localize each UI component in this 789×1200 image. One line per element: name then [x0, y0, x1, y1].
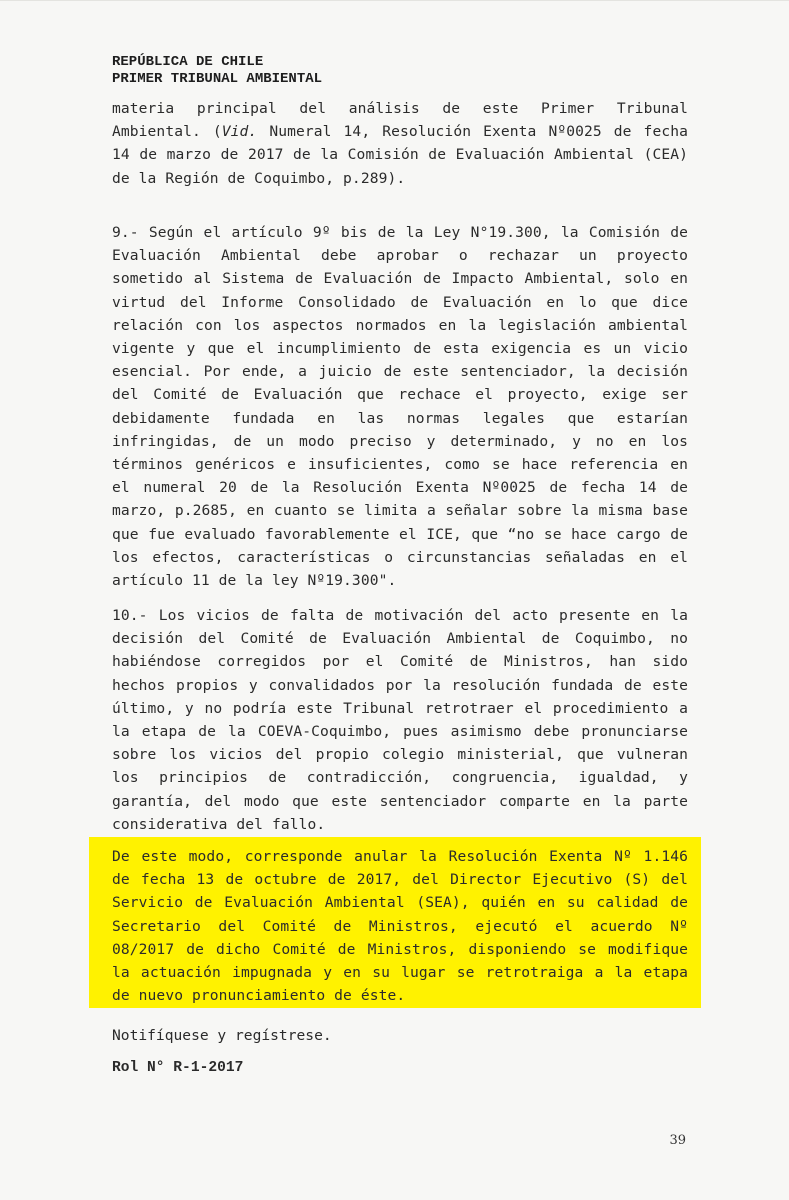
paragraph-9: 9.- Según el artículo 9º bis de la Ley N°19.300, la Comisión de Evaluación Ambiental debe aprobar o rechazar un proyecto sometido al Sistema de Evaluación de Impacto Ambiental, solo en virtud del Informe Consolidado de Evaluación en lo que dice relación con los aspectos normados en la legislación ambiental vigente y que el incumplimiento de esta exigencia es un vicio esencial. Por ende, a juicio de este sentenciador, la decisión del Comité de Evaluación que rechace el proyecto, exige ser debidamente fundada en las normas legales que estarían infringidas, de un modo preciso y determinado, y no en los términos genéricos e insuficientes, como se hace referencia en el numeral 20 de la Resolución Exenta Nº0025 de fecha 14 de marzo, p.2685, en cuanto se limita a señalar sobre la misma base que fue evaluado favorablemente el ICE, que “no se hace cargo de los efectos, características o circunstancias señaladas en el artículo 11 de la ley Nº19.300". — [112, 224, 688, 590]
paragraph-intro — [112, 97, 688, 190]
intro-text-end: Numeral 14, Resolución Exenta Nº0025 de fecha 14 de marzo de 2017 de la Comisión de Evaluación Ambiental (CEA) de la Región de Coquimbo, p.289). — [112, 123, 688, 187]
paragraph-10: 10.- Los vicios de falta de motivación del acto presente en la decisión del Comité de Evaluación Ambiental de Coquimbo, no habiéndose corregidos por el Comité de Ministros, han sido hechos propios y convalidados por la resolución fundada de este último, y no podría este Tribunal retrotraer el procedimiento a la etapa de la COEVA-Coquimbo, pues asimismo debe pronunciarse sobre los vicios del propio colegio ministerial, que vulneran los principios de contradicción, congruencia, igualdad, y garantía, del modo que este sentenciador comparte en la parte considerativa del fallo. — [112, 607, 688, 833]
case-number: Rol N° R-1-2017 — [112, 1060, 244, 1076]
header-country: REPÚBLICA DE CHILE — [112, 54, 264, 70]
intro-vid-italic: Vid. — [221, 123, 258, 141]
closing-formula: Notifíquese y regístrese. — [112, 1027, 332, 1044]
document-header — [112, 54, 322, 88]
paragraph-highlighted: De este modo, corresponde anular la Resolución Exenta Nº 1.146 de fecha 13 de octubre de 2017, del Director Ejecutivo (S) del Servicio de Evaluación Ambiental (SEA), quién en su calidad de Secretario del Comité de Ministros, ejecutó el acuerdo Nº 08/2017 de dicho Comité de Ministros, disponiendo se modifique la actuación impugnada y en su lugar se retrotraiga a la etapa de nuevo pronunciamiento de éste. — [112, 848, 688, 1005]
header-tribunal: PRIMER TRIBUNAL AMBIENTAL — [112, 71, 323, 87]
intro-text-start: materia principal del análisis de este Primer Tribunal Ambiental. ( — [112, 100, 688, 141]
page-number: 39 — [669, 1133, 686, 1148]
